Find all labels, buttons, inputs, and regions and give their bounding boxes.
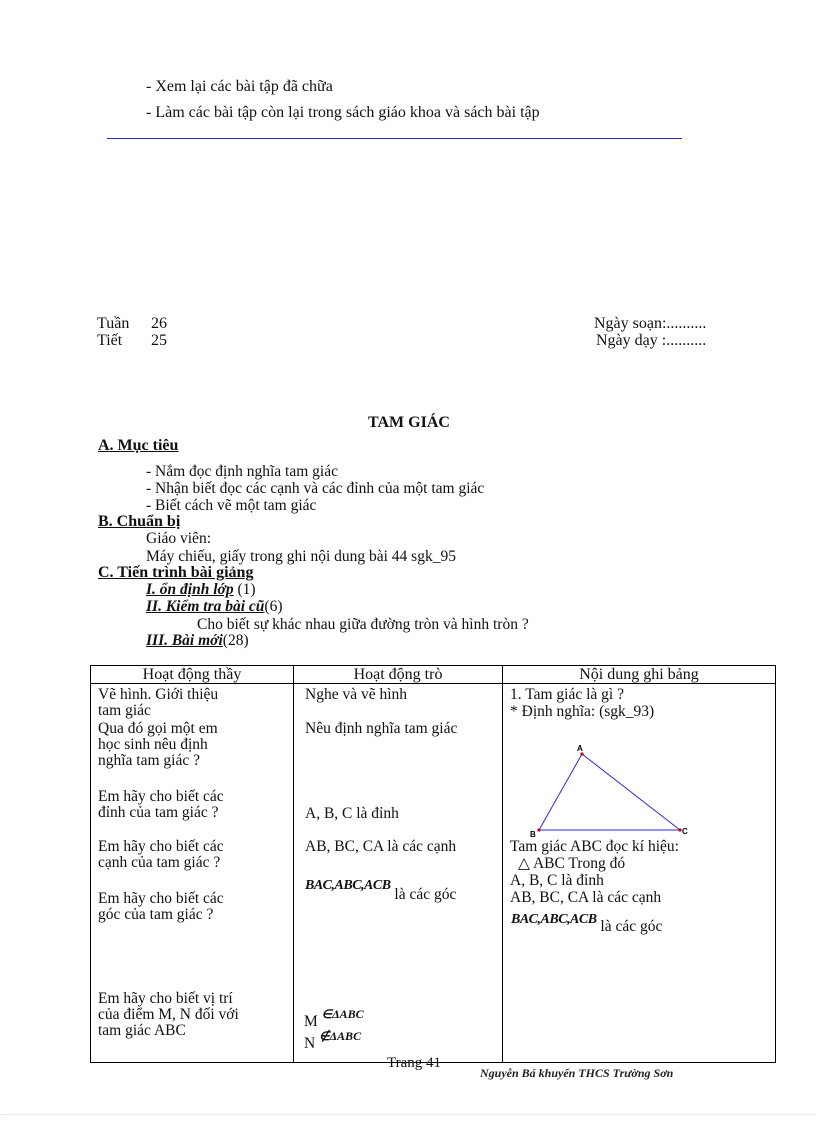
step-2-label: II. Kiểm tra bài cũ (146, 598, 265, 615)
teacher-step-6: Em hãy cho biết vị trí của điểm M, N đối với tam giác ABC (98, 990, 239, 1039)
week-value: 26 (151, 315, 167, 332)
board-notation: Tam giác ABC đọc kí hiệu: (510, 838, 679, 855)
objective-item: - Biết cách vẽ một tam giác (146, 497, 317, 514)
step-1-label: I. ổn định lớp (146, 581, 234, 598)
board-definition: * Định nghĩa: (sgk_93) (510, 703, 655, 720)
table-header-row (91, 666, 776, 684)
step-1 (146, 581, 256, 598)
date-taught: Ngày dạy :.......... (596, 332, 707, 349)
vertex-b-dot (537, 828, 540, 831)
student-step-6-n: N $^{\notin\Delta ABC}$ (304, 1029, 362, 1052)
header-board: Nội dung ghi bảng (503, 666, 776, 684)
section-b-heading: B. Chuẩn bị (98, 513, 181, 530)
teacher-step-5: Em hãy cho biết các góc của tam giác ? (98, 890, 224, 923)
section-a-heading: A. Mục tiêu (98, 437, 179, 454)
header-teacher: Hoạt động thầy (91, 666, 294, 684)
teacher-step-2: Qua đó gọi một em học sinh nêu định nghĩa tam giác ? (98, 720, 218, 769)
student-step-3: A, B, C là đỉnh (305, 805, 399, 822)
teacher-step-1: Vẽ hình. Giới thiệu tam giác (98, 686, 219, 719)
step-3-label: III. Bài mới (146, 632, 223, 649)
period-value: 25 (151, 332, 167, 349)
teacher-step-3: Em hãy cho biết các đỉnh của tam giác ? (98, 788, 224, 821)
date-prepared: Ngày soạn:.......... (594, 315, 707, 332)
header-student: Hoạt động trò (294, 666, 503, 684)
step-3-time: (28) (222, 632, 249, 649)
board-column (503, 684, 776, 1063)
teacher-label: Giáo viên: (146, 530, 211, 547)
board-sides: AB, BC, CA là các cạnh (510, 889, 662, 906)
step-1-time: (1) (233, 581, 256, 598)
student-step-1: Nghe và vẽ hình (305, 686, 408, 703)
step-2-time: (6) (264, 598, 283, 615)
board-angles: BAC,ABC,ACB là các góc (511, 912, 663, 935)
objective-item: - Nhận biết đọc các cạnh và các đỉnh của một tam giác (146, 480, 485, 497)
period-label: Tiết (97, 332, 123, 349)
student-step-6-m: M $^{\in\Delta ABC}$ (304, 1007, 364, 1030)
vertex-b-label: B (530, 830, 536, 839)
step-2 (146, 598, 283, 615)
board-heading: 1. Tam giác là gì ? (510, 686, 624, 703)
vertex-c-label: C (682, 827, 688, 836)
author-signature: Nguyễn Bá khuyến THCS Trường Sơn (480, 1066, 674, 1080)
homework-line-2: - Làm các bài tập còn lại trong sách giáo khoa và sách bài tập (146, 104, 540, 121)
board-vertices: A, B, C là đỉnh (510, 872, 604, 889)
homework-line-1: - Xem lại các bài tập đã chữa (146, 78, 333, 95)
board-angle-notation: BAC,ABC,ACB (511, 912, 597, 927)
not-belongs-symbol: ∉ΔABC (319, 1029, 362, 1043)
student-step-5: BAC,ABC,ACB là các góc (305, 878, 457, 903)
student-column (294, 684, 503, 1063)
week-label: Tuần (97, 315, 130, 332)
page-bottom-border (0, 1114, 816, 1115)
triangle-figure (525, 744, 695, 844)
page-number: Trang 41 (387, 1055, 442, 1071)
vertex-a-label: A (577, 744, 583, 753)
table-row (91, 684, 776, 1063)
objective-item: - Nắm đọc định nghĩa tam giác (146, 463, 338, 480)
board-symbol-line: △ ABC Trong đó (518, 855, 626, 872)
teacher-step-4: Em hãy cho biết các cạnh của tam giác ? (98, 838, 224, 871)
angle-notation: BAC,ABC,ACB (305, 878, 391, 893)
review-question: Cho biết sự khác nhau giữa đường tròn và hình tròn ? (197, 616, 529, 633)
teacher-column (91, 684, 294, 1063)
section-c-heading: C. Tiến trình bài giảng (98, 564, 254, 581)
divider-line (107, 138, 682, 139)
belongs-symbol: ∈ΔABC (321, 1007, 364, 1021)
step-3 (146, 632, 249, 649)
student-step-2: Nêu định nghĩa tam giác (305, 720, 458, 737)
student-step-4: AB, BC, CA là các cạnh (305, 838, 457, 855)
page-title: TAM GIÁC (368, 414, 450, 431)
materials-text: Máy chiếu, giấy trong ghi nội dung bài 44 sgk_95 (146, 548, 456, 565)
lesson-table (90, 665, 776, 1063)
